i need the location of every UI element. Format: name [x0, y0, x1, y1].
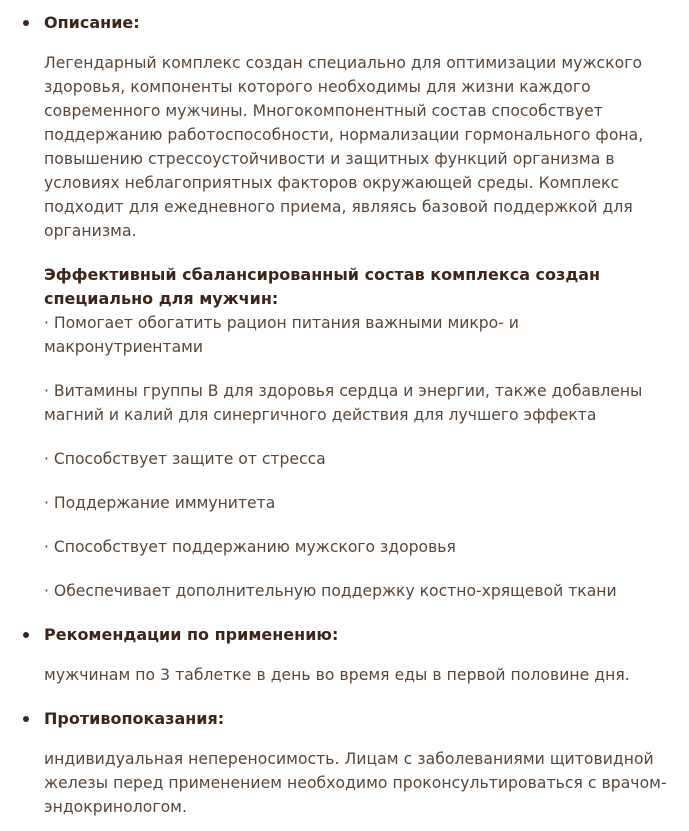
list-item: · Витамины группы В для здоровья сердца и энергии, также добавлены магний и калий для синергичного действия для лучшего эффекта — [44, 382, 643, 424]
list-item: · Способствует поддержанию мужского здоровья — [44, 538, 456, 556]
bullet-marker — [23, 632, 29, 638]
bullet-marker — [23, 20, 29, 26]
composition-heading: Эффективный сбалансированный состав комплекса создан специально для мужчин: — [44, 265, 601, 308]
usage-heading: Рекомендации по применению: — [44, 625, 339, 644]
list-item: · Помогает обогатить рацион питания важными микро- и макронутриентами — [44, 314, 519, 356]
usage-text: мужчинам по 3 таблетке в день во время еды в первой половине дня. — [44, 666, 630, 684]
contraindications-text: индивидуальная непереносимость. Лицам с заболеваниями щитовидной железы перед применением необходимо проконсультироваться с врачом-эндокринологом. — [44, 750, 667, 816]
contraindications-heading: Противопоказания: — [44, 709, 225, 728]
list-item: · Поддержание иммунитета — [44, 494, 276, 512]
description-text: Легендарный комплекс создан специально для оптимизации мужского здоровья, компоненты которого необходимы для жизни каждого современного мужчины. Многокомпонентный состав способствует поддержанию работоспособности, нормализации гормонального фона, повышению стрессоустойчивости и защитных функций организма в условиях неблагоприятных факторов окружающей среды. Комплекс подходит для ежедневного приема, являясь базовой поддержкой для организма. — [44, 54, 644, 240]
description-heading: Описание: — [44, 13, 140, 32]
bullet-marker — [23, 716, 29, 722]
list-item: · Обеспечивает дополнительную поддержку костно-хрящевой ткани — [44, 582, 617, 600]
list-item: · Способствует защите от стресса — [44, 450, 326, 468]
